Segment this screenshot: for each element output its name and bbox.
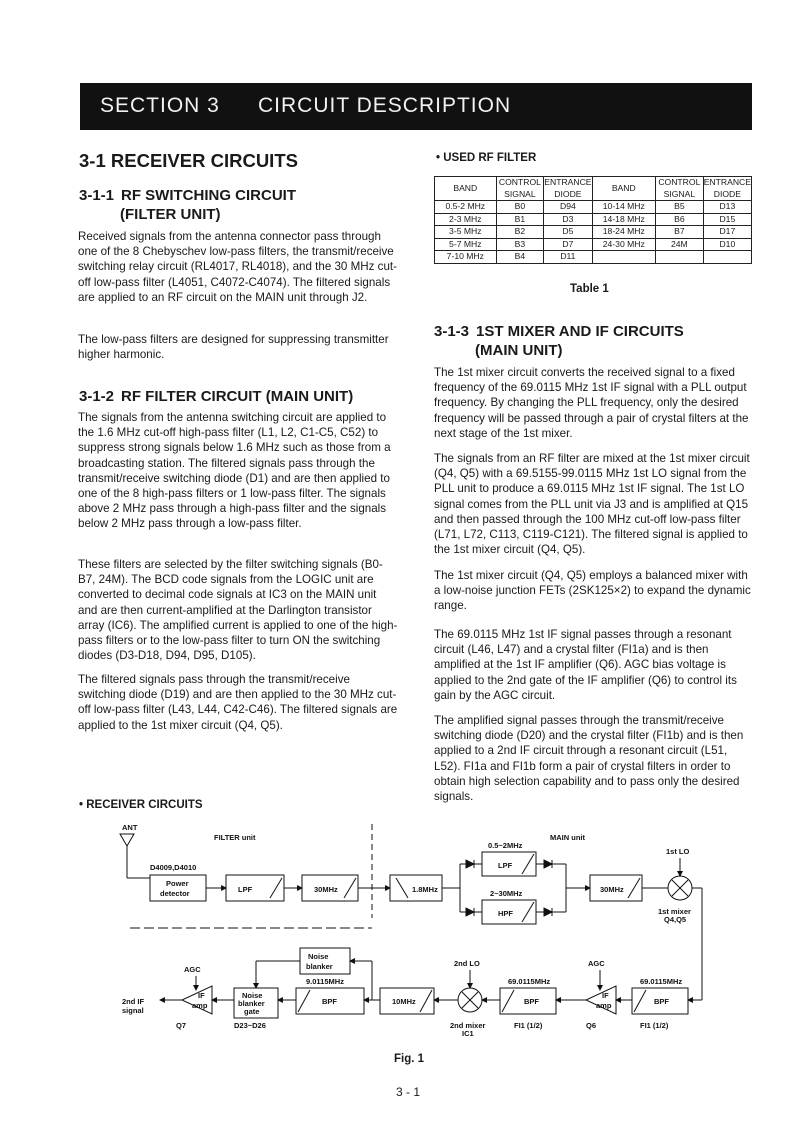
table-row [435,201,752,214]
table-row [435,251,752,264]
table-row [435,213,752,226]
paragraph: The 69.0115 MHz 1st IF signal passes through a resonant circuit (L46, L47) and a crystal filter (FI1a) and is then amplified at the 1st IF amplifier (Q6). AGC bias voltage is applied to the 2nd gate of the IF amplifier (Q6) to control its gain by the AGC circuit. [434,628,737,702]
diagram-label: detector [160,889,190,898]
paragraph: Received signals from the antenna connector pass through one of the 8 Chebyschev low-pass filters, the transmit/receive switching relay circuit (RL4017, RL4018), and the 30 MHz cut-off low-pass filter (L4051, C4072-C4074). The filtered signals are applied to an RF circuit on the MAIN unit through J2. [78,230,397,304]
diagram-label: blanker [238,999,265,1008]
table-cell: 24M [656,238,704,251]
paragraph: The low-pass filters are designed for suppressing transmitter higher harmonic. [78,333,389,362]
heading-3-1-1 [79,186,296,224]
heading-number: 3-1-2 [79,388,115,405]
diagram-label: 69.0115MHz [508,977,551,986]
diagram-label: 2nd LO [454,959,480,968]
table-cell: B3 [496,238,544,251]
diagram-label: BPF [524,997,539,1006]
table-cell: 24-30 MHz [592,238,655,251]
diagram-label: BPF [322,997,337,1006]
table-cell: D17 [703,226,751,239]
diagram-label: 9.0115MHz [306,977,344,986]
diagram-label: amp [596,1001,612,1010]
table-cell: B0 [496,201,544,214]
table-cell: 18-24 MHz [592,226,655,239]
used-rf-filter-label: • USED RF FILTER [436,152,537,164]
page-number: 3 - 1 [396,1085,421,1099]
diagram-label: AGC [588,959,605,968]
heading-3-1-2 [79,387,353,406]
diagram-label: LPF [238,885,253,894]
diagram-label: FI1 (1/2) [640,1021,669,1030]
receiver-circuits-label: • RECEIVER CIRCUITS [79,799,203,811]
table-cell: D13 [703,201,751,214]
table-row [435,238,752,251]
diagram-label: 0.5~2MHz [488,841,523,850]
diagram-label: FI1 (1/2) [514,1021,543,1030]
heading-text: RF SWITCHING CIRCUIT [121,187,296,204]
table-cell: B7 [656,226,704,239]
diagram-label: ANT [122,823,138,832]
diagram-label: AGC [184,965,201,974]
heading-number: 3-1-3 [434,323,470,340]
table-cell: 3-5 MHz [435,226,497,239]
table-cell: D5 [544,226,592,239]
rf-filter-table [434,176,752,264]
paragraph: The signals from the antenna switching circuit are applied to the 1.6 MHz cut-off high-pass filter (L1, L2, C1-C5, C52) to suppress strong signals below 1.6 MHz such as those from a broadcasting station. The filtered signals pass through the transmit/receive switching diode (D1) and are then applied to one of the 8 high-pass filters or 1 low-pass filter. The signals above 2 MHz pass through a high-pass filter and the signals below 2 MHz pass through a low-pass filter. [78,411,391,531]
paragraph: The 1st mixer circuit (Q4, Q5) employs a balanced mixer with a low-noise junction FETs (2SK125×2) to expand the dynamic range. [434,569,751,613]
diagram-label: D23~D26 [234,1021,266,1030]
section-number: SECTION 3 [100,94,220,117]
diagram-label: IC1 [462,1029,474,1038]
diagram-label: Q7 [176,1021,187,1030]
receiver-circuits-heading: 3-1 RECEIVER CIRCUITS [79,150,298,171]
heading-number: 3-1-1 [79,187,115,204]
heading-text: 1ST MIXER AND IF CIRCUITS [476,323,684,340]
paragraph: The amplified signal passes through the transmit/receive switching diode (D20) and the crystal filter (FI1b) and is then applied to a 2nd IF circuit through a resonant circuit (L51, L52). FI1a and FI1b form a pair of crystal filters in order to obtain high selection capability and to pass only the desired signals. [434,714,744,804]
table-cell: D11 [544,251,592,264]
table-header-row [435,177,752,201]
column-header: CONTROL SIGNAL [496,177,544,201]
diagram-label: 30MHz [314,885,338,894]
diagram-label: Q6 [586,1021,597,1030]
diagram-label: D4009,D4010 [150,863,197,872]
diagram-label: amp [192,1001,208,1010]
table-cell: D7 [544,238,592,251]
diagram-label: 2nd IF [122,997,145,1006]
heading-3-1-3 [434,322,684,360]
table-cell: B6 [656,213,704,226]
table-cell: B4 [496,251,544,264]
paragraph: The 1st mixer circuit converts the received signal to a fixed frequency of the 69.0115 MHz 1st IF signal with a PLL output frequency. By changing the PLL frequency, only the desired frequency will be passed through a pair of crystal filters at the next stage of the 1st mixer. [434,366,749,440]
diagram-label: 1st LO [666,847,690,856]
table-cell [592,251,655,264]
table-cell: B2 [496,226,544,239]
table-cell: D3 [544,213,592,226]
diagram-label: 2~30MHz [490,889,523,898]
figure-caption: Fig. 1 [394,1053,425,1065]
diagram-label: gate [244,1007,260,1016]
table-cell: 7-10 MHz [435,251,497,264]
table-cell: 10-14 MHz [592,201,655,214]
diagram-label: FILTER unit [214,833,256,842]
column-header: ENTRANCE DIODE [544,177,592,199]
paragraph: The filtered signals pass through the transmit/receive switching diode (D19) and are then applied to the 30 MHz cut-off low-pass filter (L43, L44, C42-C46). The filtered signals are applied to the 1st mixer circuit (Q4, Q5). [78,673,398,732]
table-cell: D94 [544,201,592,214]
diagram-label: MAIN unit [550,833,585,842]
receiver-block-diagram [110,818,710,1050]
diagram-label: LPF [498,861,513,870]
diagram-label: signal [122,1006,144,1015]
diagram-label: 1.8MHz [412,885,438,894]
diagram-label: Power [166,879,189,888]
diagram-label: Noise [242,991,263,1000]
column-header: BAND [435,177,497,201]
diagram-label: 69.0115MHz [640,977,683,986]
diagram-label: blanker [306,962,333,971]
diagram-label: 30MHz [600,885,624,894]
table-cell [656,251,704,264]
table-cell: D10 [703,238,751,251]
heading-text-line2: (MAIN UNIT) [475,342,563,359]
table-cell: 14-18 MHz [592,213,655,226]
paragraph: These filters are selected by the filter switching signals (B0-B7, 24M). The BCD code signals from the LOGIC unit are converted to decimal code signals at IC3 on the MAIN unit and are then current-amplified at the Darlington transistor array (IC6). The amplified current is applied to one of the high-pass filters or to the low-pass filter to turn ON the switching diodes (D3-D18, D94, D95, D105). [78,558,398,663]
antenna-icon [120,834,134,878]
column-header: CONTROL SIGNAL [656,177,704,201]
section-title: CIRCUIT DESCRIPTION [258,94,512,117]
table-cell: B5 [656,201,704,214]
table-caption: Table 1 [570,283,609,295]
table-cell: D15 [703,213,751,226]
paragraph: The signals from an RF filter are mixed at the 1st mixer circuit (Q4, Q5) with a 69.5155-99.0115 MHz 1st LO signal from the PLL unit to produce a 69.0115 MHz 1st IF signal. The 1st LO signal comes from the PLL unit via J3 and is amplified at Q15 and then passed through the 100 MHz cut-off low-pass filter (L71, L72, C113, C119-C121). The filtered signal is applied to the 1st mixer circuit (Q4, Q5). [434,452,750,557]
column-header: BAND [592,177,655,201]
diagram-label: 2nd mixer [450,1021,486,1030]
diagram-label: IF [198,991,205,1000]
diagram-label: IF [602,991,609,1000]
heading-text: RF FILTER CIRCUIT (MAIN UNIT) [121,388,354,405]
diagram-label: BPF [654,997,669,1006]
section-banner [80,83,752,130]
table-row [435,226,752,239]
table-cell: 5-7 MHz [435,238,497,251]
heading-text-line2: (FILTER UNIT) [120,206,221,223]
table-cell: 0.5-2 MHz [435,201,497,214]
table-cell [703,251,751,264]
diagram-label: 1st mixer [658,907,691,916]
diagram-label: Noise [308,952,329,961]
column-header: ENTRANCE DIODE [703,177,751,199]
diagram-label: 10MHz [392,997,416,1006]
diagram-label: HPF [498,909,513,918]
diagram-label: Q4,Q5 [664,915,687,924]
table-cell: B1 [496,213,544,226]
table-cell: 2-3 MHz [435,213,497,226]
